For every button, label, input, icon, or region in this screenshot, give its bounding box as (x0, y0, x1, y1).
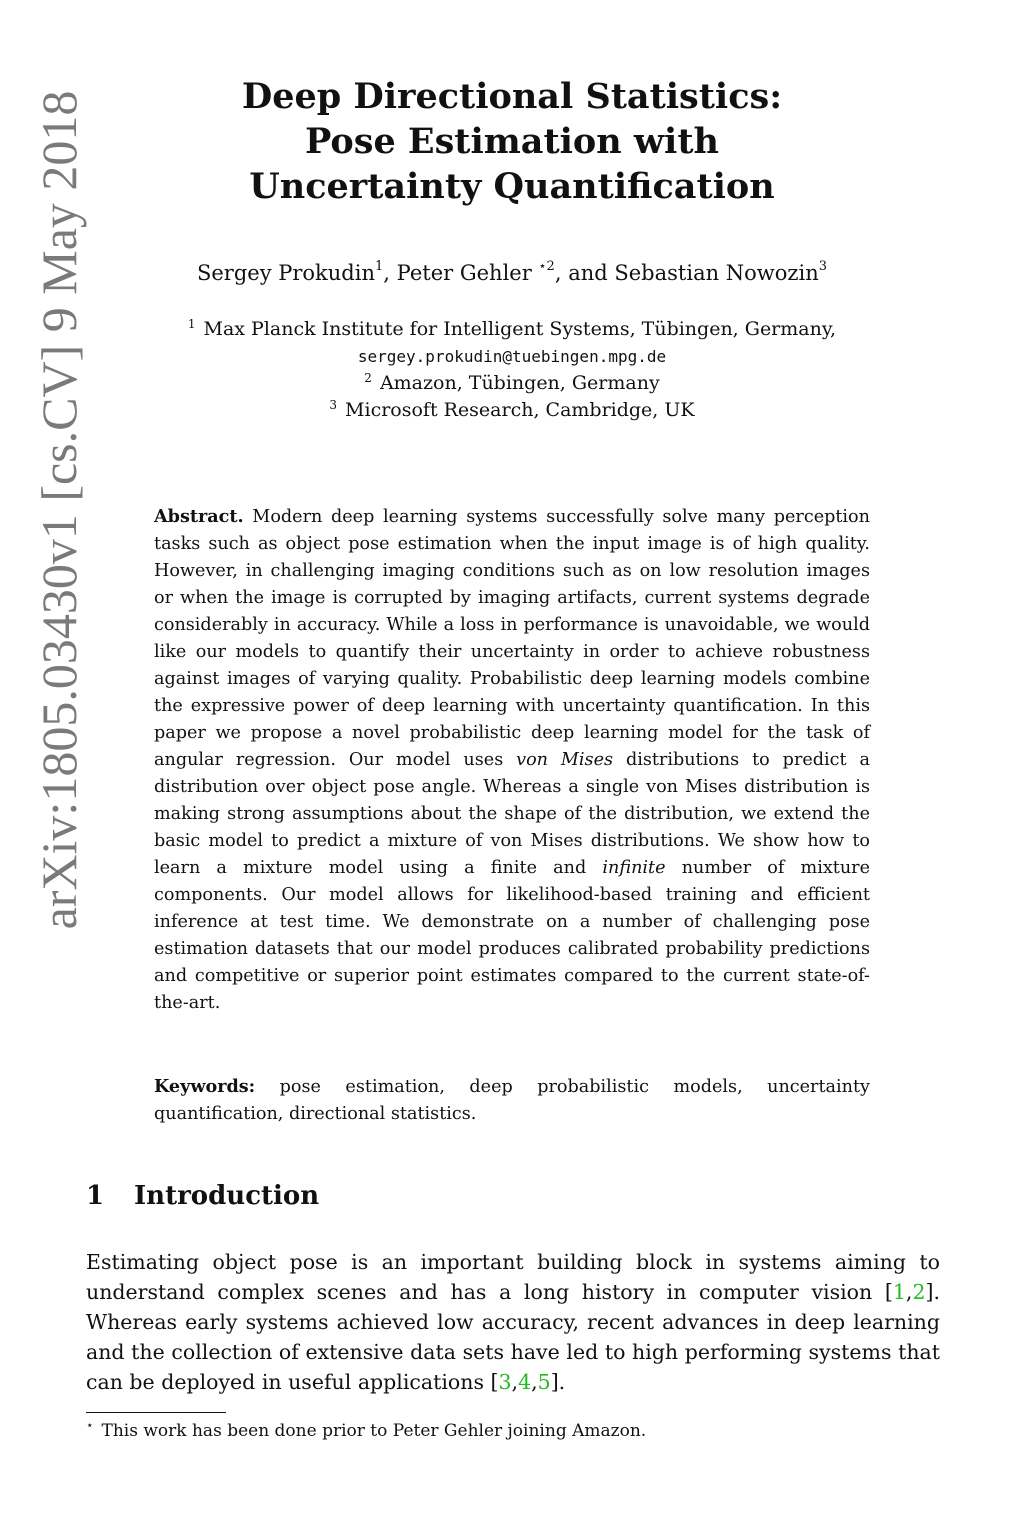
affiliation-3-text: Microsoft Research, Cambridge, UK (345, 399, 695, 421)
author-1-name: Sergey Prokudin (196, 261, 375, 285)
footnote (86, 1418, 940, 1444)
citation-link-4[interactable]: 4 (518, 1370, 532, 1394)
author-list (100, 258, 924, 288)
arxiv-identifier-stamp (28, 80, 90, 940)
section-heading-introduction (86, 1178, 319, 1214)
footnote-divider (86, 1412, 226, 1413)
footnote-mark: ⋆ (86, 1418, 94, 1433)
abstract-paragraph (154, 503, 870, 1017)
title-line-2: Pose Estimation with (305, 121, 719, 162)
affiliation-1-text: Max Planck Institute for Intelligent Systems, Tübingen, Germany, (203, 318, 837, 340)
arxiv-stamp-text: arXiv:1805.03430v1 [cs.CV] 9 May 2018 (31, 90, 87, 930)
introduction-paragraph (86, 1247, 940, 1397)
affiliation-2-text: Amazon, Tübingen, Germany (379, 372, 660, 394)
citation-link-5[interactable]: 5 (537, 1370, 551, 1394)
abstract-text-part-2: distributions to predict a distribution over object pose angle. Whereas a single von Mises distribution is making strong assumptions about the shape of the distribution, we extend the basic model to predict a mixture of von Mises distributions. We show how to learn a mixture model using a finite and (154, 750, 870, 878)
affiliation-3 (100, 397, 924, 424)
affiliations (100, 316, 924, 424)
intro-text-3: ]. (550, 1370, 566, 1394)
author-1-affil-mark: 1 (375, 259, 384, 274)
abstract-emphasis-infinite: infinite (602, 858, 666, 878)
author-separator: , (383, 261, 397, 285)
intro-text-2: ]. Whereas early systems achieved low accuracy, recent advances in deep learning and the collection of extensive data sets have led to high performing systems that can be deployed in useful applications [ (86, 1280, 940, 1394)
affiliation-1 (100, 316, 924, 343)
intro-text-1: Estimating object pose is an important building block in systems aiming to understand complex scenes and has a long history in computer vision [ (86, 1250, 940, 1304)
affiliation-2 (100, 370, 924, 397)
abstract (154, 503, 870, 1017)
author-3-affil-mark: 3 (818, 259, 828, 274)
citation-separator: , (531, 1370, 538, 1394)
contact-email[interactable]: sergey.prokudin@tuebingen.mpg.de (357, 347, 667, 366)
keywords-label: Keywords: (154, 1076, 256, 1097)
author-3-name: Sebastian Nowozin (614, 261, 819, 285)
keywords-text: pose estimation, deep probabilistic models, uncertainty quantification, directional statistics. (154, 1077, 870, 1124)
author-separator: , and (554, 261, 615, 285)
section-number: 1 (86, 1181, 105, 1211)
affiliation-email-line (100, 343, 924, 370)
citation-link-3[interactable]: 3 (498, 1370, 512, 1394)
abstract-text-part-1: Modern deep learning systems successfully solve many perception tasks such as object pose estimation when the input image is of high quality. However, in challenging imaging conditions such as on low resolution images or when the image is corrupted by imaging artifacts, current systems degrade considerably in accuracy. While a loss in performance is unavoidable, we would like our models to quantify their uncertainty in order to achieve robustness against images of varying quality. Probabilistic deep learning models combine the expressive power of deep learning with uncertainty quantification. In this paper we propose a novel probabilistic deep learning model for the task of angular regression. Our model uses (154, 507, 870, 770)
section-title: Introduction (134, 1181, 320, 1211)
introduction-body (86, 1247, 940, 1397)
author-2-name: Peter Gehler (396, 261, 539, 285)
citation-link-2[interactable]: 2 (912, 1280, 926, 1304)
title-line-1: Deep Directional Statistics: (241, 76, 783, 117)
citation-link-1[interactable]: 1 (892, 1280, 906, 1304)
citation-separator: , (511, 1370, 519, 1394)
title-line-3: Uncertainty Quantification (249, 166, 775, 207)
affiliation-1-mark: 1 (187, 316, 196, 331)
keywords-paragraph (154, 1073, 870, 1128)
abstract-label: Abstract. (154, 506, 244, 527)
abstract-text-part-3: number of mixture components. Our model allows for likelihood-based training and efficient inference at test time. We demonstrate on a number of challenging pose estimation datasets that our model produces calibrated probability predictions and competitive or superior point estimates compared to the current state-of-the-art. (154, 858, 870, 1013)
footnote-text: This work has been done prior to Peter Gehler joining Amazon. (101, 1421, 647, 1441)
affiliation-3-mark: 3 (329, 397, 338, 412)
affiliation-2-mark: 2 (364, 370, 372, 385)
author-2-affil-mark: ⋆2 (538, 259, 555, 274)
abstract-emphasis-von-mises: von Mises (516, 750, 614, 770)
paper-title (150, 74, 874, 209)
keywords (154, 1073, 870, 1128)
citation-separator: , (905, 1280, 913, 1304)
